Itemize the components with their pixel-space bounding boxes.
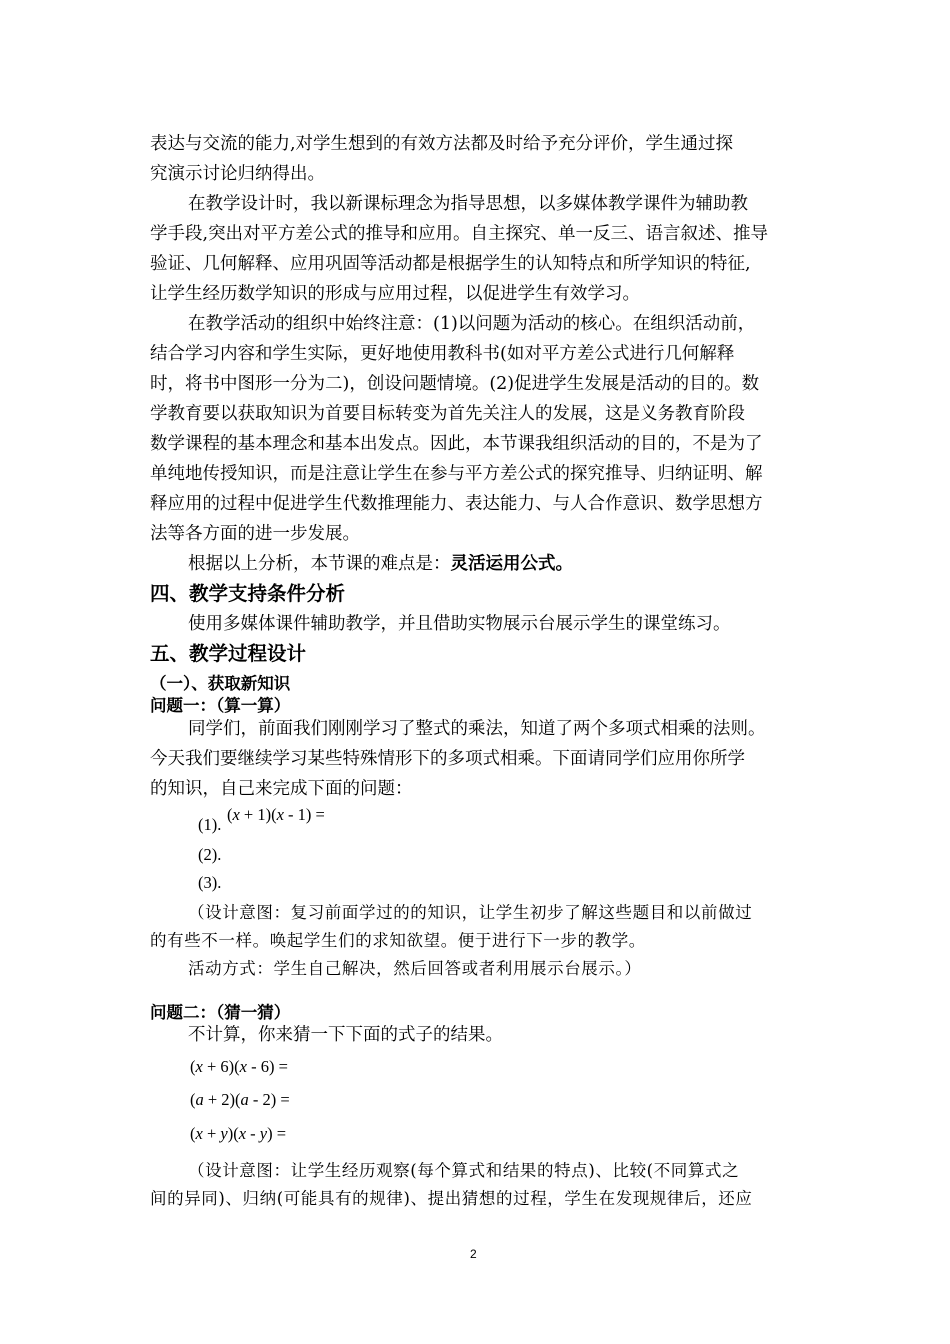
exercise-number: (1). (198, 815, 222, 834)
design-note-line: 间的异同)、归纳(可能具有的规律)、提出猜想的过程，学生在发现规律后，还应 (150, 1189, 753, 1208)
paragraph-line: 结合学习内容和学生实际，更好地使用教科书(如对平方差公式进行几何解释 (150, 344, 735, 364)
page-number: 2 (470, 1247, 477, 1261)
exercise-item (198, 805, 853, 840)
paragraph-line: 学教育要以获取知识为首要目标转变为首先关注人的发展，这是义务教育阶段 (150, 404, 745, 424)
paragraph-line: 法等各方面的进一步发展。 (150, 524, 360, 544)
math-expression: (a + 2)(a - 2) = (190, 1090, 290, 1109)
subsection-heading: （一）、获取新知识 (150, 674, 291, 693)
paragraph-line: 在教学活动的组织中始终注意：(1)以问题为活动的核心。在组织活动前， (188, 314, 756, 334)
design-note-line: 的有些不一样。唤起学生们的求知欲望。便于进行下一步的教学。 (150, 931, 646, 950)
paragraph-line: 数学课程的基本理念和基本出发点。因此，本节课我组织活动的目的，不是为了 (150, 434, 763, 454)
design-note-line: 活动方式：学生自己解决，然后回答或者利用展示台展示。） (188, 959, 642, 978)
question-heading: 问题二：（猜一猜） (150, 1003, 291, 1022)
math-expression: (x + 6)(x - 6) = (190, 1057, 288, 1076)
paragraph-line: 使用多媒体课件辅助教学，并且借助实物展示台展示学生的课堂练习。 (188, 614, 731, 634)
paragraph-line: 同学们，前面我们刚刚学习了整式的乘法，知道了两个多项式相乘的法则。 (188, 719, 766, 739)
paragraph-line: 在教学设计时，我以新课标理念为指导思想，以多媒体教学课件为辅助教 (188, 194, 748, 214)
paragraph-line: 学手段,突出对平方差公式的推导和应用。自主探究、单一反三、语言叙述、推导 (150, 224, 769, 244)
paragraph-line: 验证、几何解释、应用巩固等活动都是根据学生的认知特点和所学知识的特征, (150, 254, 751, 274)
math-expression: (x + 1)(x - 1) = (226, 805, 325, 824)
paragraph-line: 今天我们要继续学习某些特殊情形下的多项式相乘。下面请同学们应用你所学 (150, 749, 745, 769)
paragraph-line: 让学生经历数学知识的形成与应用过程，以促进学生有效学习。 (150, 284, 640, 304)
paragraph-line: 不计算，你来猜一下下面的式子的结果。 (188, 1025, 503, 1045)
difficulty-line (188, 549, 843, 579)
design-note-line: （设计意图：让学生经历观察(每个算式和结果的特点)、比较(不同算式之 (188, 1161, 740, 1180)
design-note-line: （设计意图：复习前面学过的的知识，让学生初步了解这些题目和以前做过 (188, 903, 753, 922)
paragraph-line: 的知识，自己来完成下面的问题： (150, 779, 413, 799)
paragraph-line: 表达与交流的能力,对学生想到的有效方法都及时给予充分评价，学生通过探 (150, 134, 734, 154)
section-heading: 四、教学支持条件分析 (150, 582, 346, 605)
math-expression: (x + y)(x - y) = (190, 1124, 287, 1143)
paragraph-line: 单纯地传授知识，而是注意让学生在参与平方差公式的探究推导、归纳证明、解 (150, 464, 763, 484)
exercise-number: (2). (198, 845, 222, 864)
section-heading: 五、教学过程设计 (150, 642, 307, 665)
question-heading: 问题一：（算一算） (150, 696, 291, 715)
difficulty-emphasis: 灵活运用公式。 (450, 554, 573, 574)
paragraph-line: 释应用的过程中促进学生代数推理能力、表达能力、与人合作意识、数学思想方 (150, 494, 763, 514)
paragraph-line: 时，将书中图形一分为二)，创设问题情境。(2)促进学生发展是活动的目的。数 (150, 374, 760, 394)
exercise-number: (3). (198, 873, 222, 892)
difficulty-lead: 根据以上分析，本节课的难点是： (188, 554, 451, 574)
paragraph-line: 究演示讨论归纳得出。 (150, 164, 325, 184)
